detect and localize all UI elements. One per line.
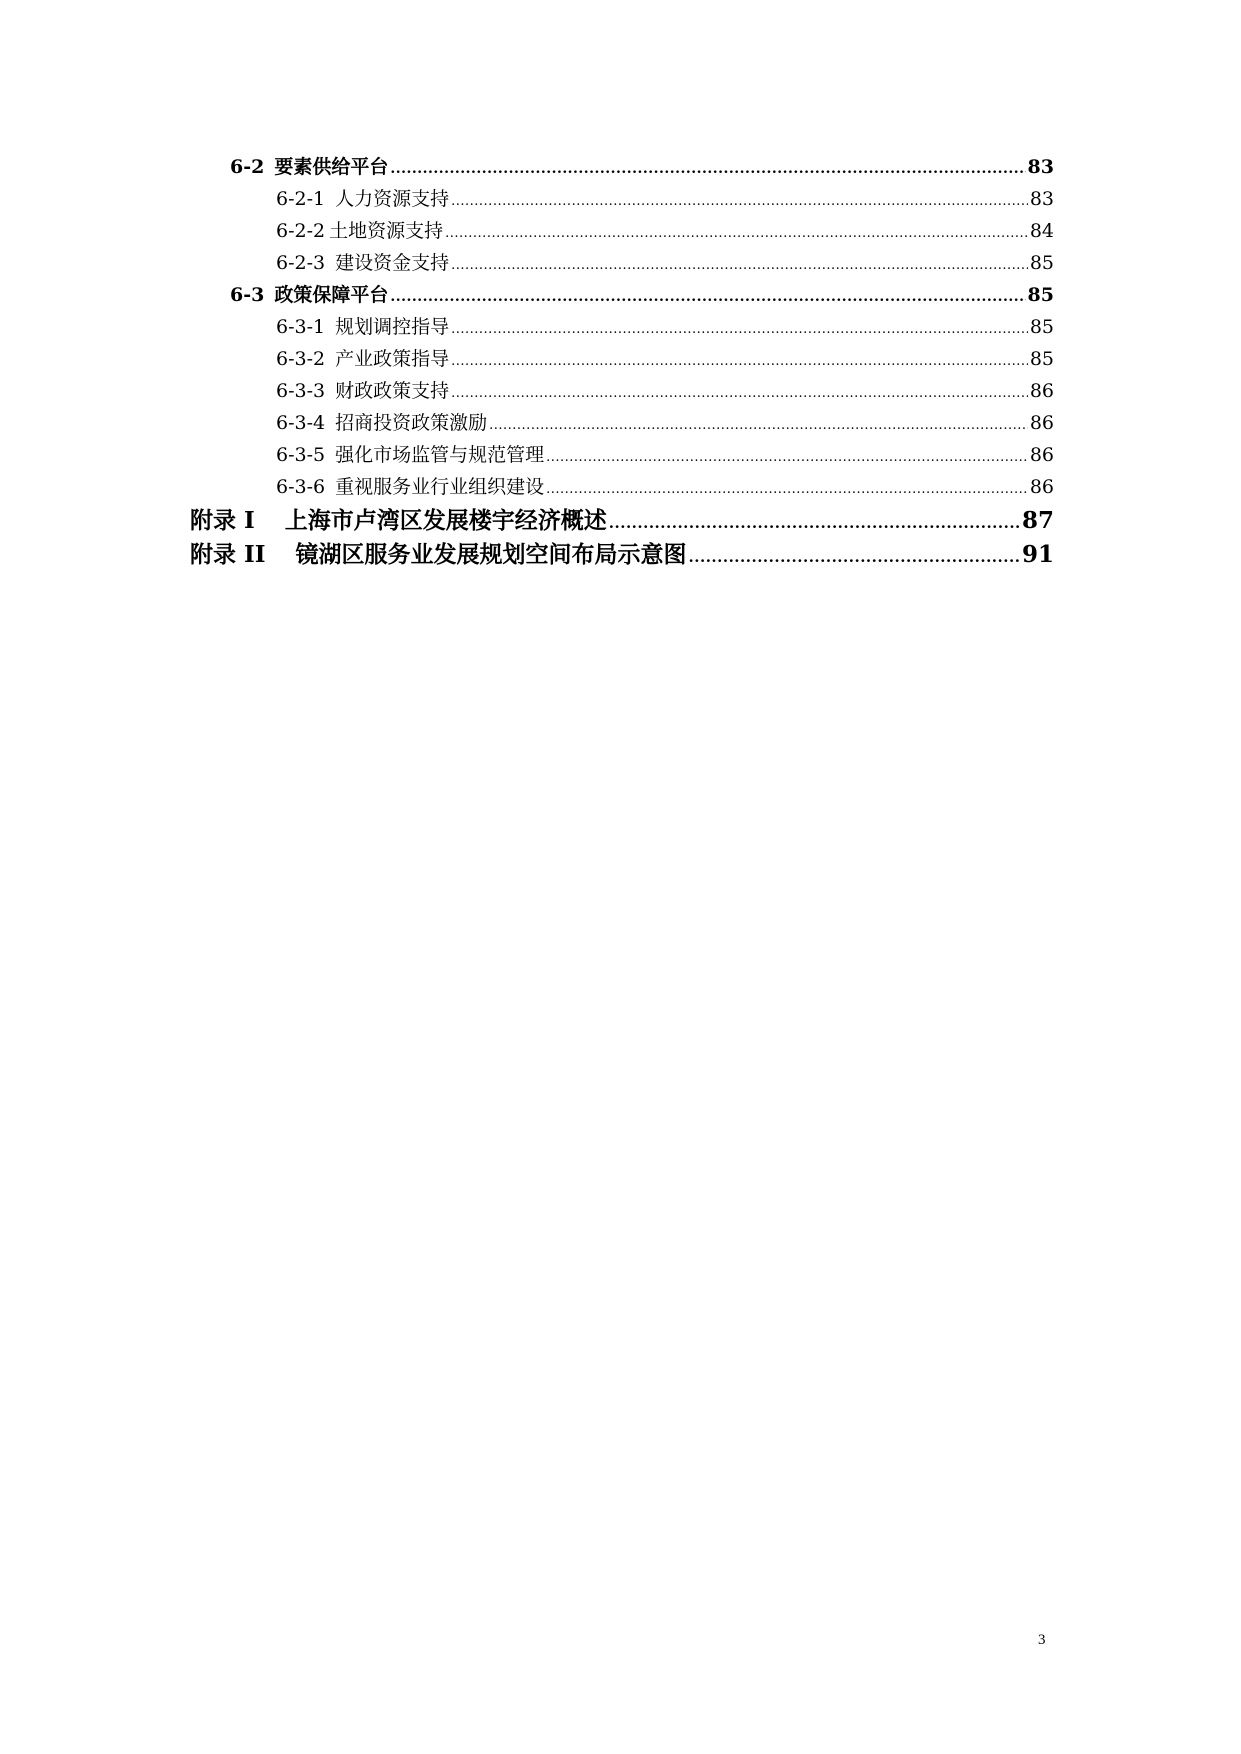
toc-entry-label: 6-2-2 土地资源支持 [276,220,444,242]
toc-leader-dots [451,194,1028,209]
toc-entry[interactable] [190,502,1054,536]
toc-leader-dots [546,482,1028,497]
toc-page-number: 85 [1029,316,1054,338]
toc-page-number: 83 [1027,156,1054,178]
toc-entry-label: 6-3-4 招商投资政策激励 [276,412,488,434]
toc-entry[interactable] [276,408,1054,438]
toc-entry-label: 附录 I 上海市卢湾区发展楼宇经济概述 [190,507,607,534]
toc-entry[interactable] [276,216,1054,246]
toc-leader-dots [390,161,1025,177]
toc-entry-label: 6-3-3 财政政策支持 [276,380,450,402]
toc-leader-dots [445,226,1028,241]
toc-entry[interactable] [276,312,1054,342]
toc-leader-dots [451,354,1028,369]
toc-page-number: 85 [1027,284,1054,306]
toc-leader-dots [609,514,1020,532]
toc-leader-dots [451,258,1028,273]
toc-page-number: 86 [1029,380,1054,402]
toc-entry-label: 6-2 要素供给平台 [230,156,389,178]
toc-page-number: 85 [1029,348,1054,370]
toc-page-number: 91 [1021,541,1054,568]
toc-entry[interactable] [276,344,1054,374]
toc-page-number: 86 [1029,444,1054,466]
toc-entry-label: 附录 II 镜湖区服务业发展规划空间布局示意图 [190,541,687,568]
toc-entry-label: 6-2-3 建设资金支持 [276,252,450,274]
toc-leader-dots [489,418,1028,433]
toc-entry[interactable] [276,440,1054,470]
toc-page-number: 87 [1021,507,1054,534]
toc-page-number: 86 [1029,476,1054,498]
page-number: 3 [1038,1632,1046,1648]
toc-leader-dots [546,450,1028,465]
toc-leader-dots [451,386,1028,401]
toc-page-number: 85 [1029,252,1054,274]
toc-entry-label: 6-3-5 强化市场监管与规范管理 [276,444,545,466]
toc-entry-label: 6-2-1 人力资源支持 [276,188,450,210]
toc-entry-label: 6-3 政策保障平台 [230,284,389,306]
toc-entry[interactable] [230,152,1054,182]
toc-entry[interactable] [230,280,1054,310]
toc-leader-dots [390,289,1025,305]
toc-entry[interactable] [190,536,1054,570]
toc-leader-dots [689,548,1020,566]
toc-leader-dots [451,322,1028,337]
toc-entry[interactable] [276,472,1054,502]
toc-entry-label: 6-3-1 规划调控指导 [276,316,450,338]
toc-entry-label: 6-3-6 重视服务业行业组织建设 [276,476,545,498]
toc-entry[interactable] [276,376,1054,406]
toc-entry[interactable] [276,248,1054,278]
toc-page-number: 83 [1029,188,1054,210]
toc-page-number: 86 [1029,412,1054,434]
toc-entry[interactable] [276,184,1054,214]
toc-entry-label: 6-3-2 产业政策指导 [276,348,450,370]
toc-page-number: 84 [1029,220,1054,242]
